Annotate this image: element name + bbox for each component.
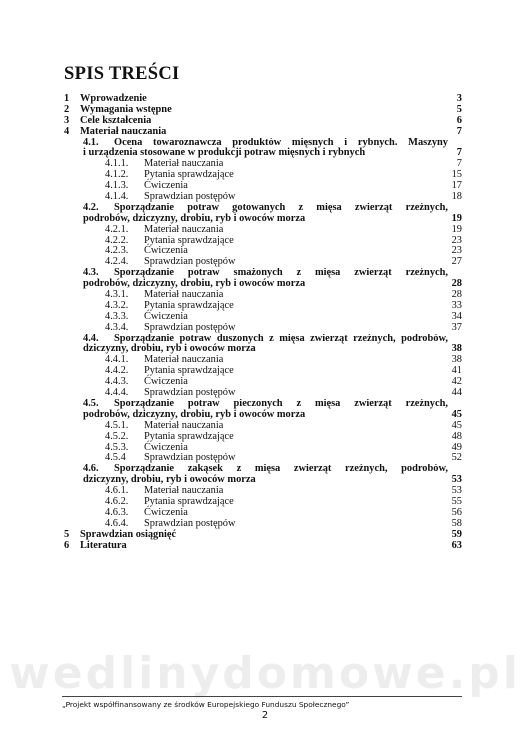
toc-entry-page: 28 [451, 289, 462, 301]
toc-entry-number: 4.4.4. [105, 387, 129, 399]
toc-entry-number: 4.5. [83, 397, 99, 409]
toc-entry-title: Sprawdzian postępów [144, 517, 236, 529]
toc-entry-number: 3 [64, 114, 70, 126]
toc-entry-number: 4.5.3. [105, 441, 129, 453]
toc-entry-number: 4.3.1. [105, 289, 129, 301]
toc-entry-title: Wymagania wstępne [80, 103, 172, 115]
toc-entry-number: 2 [64, 103, 70, 115]
toc-subsection-entry[interactable] [64, 192, 462, 203]
toc-entry-title: Materiał nauczania [144, 289, 224, 301]
toc-entry-page: 19 [451, 223, 462, 235]
toc-entry-page: 53 [451, 474, 462, 486]
toc-subsection-entry[interactable] [64, 323, 462, 334]
toc-entry-number: 4.6. [83, 463, 99, 475]
toc-entry-page: 58 [451, 517, 462, 529]
toc-entry-title: Materiał nauczania [144, 223, 224, 235]
toc-subsection-entry[interactable] [64, 421, 462, 432]
toc-entry-page: 7 [456, 147, 462, 159]
toc-entry-page: 56 [451, 506, 462, 518]
toc-entry-title-continued: podrobów, dziczyzny, drobiu, ryb i owoców morza [83, 212, 306, 224]
page-title: SPIS TREŚCI [64, 64, 180, 84]
toc-entry-page: 59 [451, 528, 462, 540]
toc-entry-title-continued: dziczyzny, drobiu, ryb i owoców morza [83, 343, 256, 355]
toc-entry-number: 4.2.1. [105, 223, 129, 235]
toc-entry-title-continued: podrobów, dziczyzny, drobiu, ryb i owoców morza [83, 408, 306, 420]
toc-entry-number: 1 [64, 93, 70, 104]
toc-entry-title: Wprowadzenie [80, 93, 147, 104]
toc-entry-number: 4.6.2. [105, 495, 129, 507]
toc-entry-title: Pytania sprawdzające [144, 299, 234, 311]
toc-entry-page: 27 [451, 256, 462, 268]
toc-entry-number: 4.1.3. [105, 180, 129, 192]
toc-entry-number: 4.2.3. [105, 245, 129, 257]
toc-entry-number: 4.4.1. [105, 354, 129, 366]
toc-entry-page: 5 [456, 103, 462, 115]
toc-entry-title-continued: podrobów, dziczyzny, drobiu, ryb i owoców morza [83, 278, 306, 290]
toc-entry-title: Literatura [80, 539, 127, 551]
toc-entry-number: 4.3.4. [105, 321, 129, 333]
toc-entry-page: 23 [451, 245, 462, 257]
toc-entry-page: 45 [451, 408, 462, 420]
toc-chapter-entry[interactable] [64, 530, 462, 541]
toc-entry-page: 38 [451, 343, 462, 355]
toc-entry-title: Ćwiczenia [144, 180, 188, 192]
toc-subsection-entry[interactable] [64, 519, 462, 530]
toc-entry-number: 5 [64, 528, 70, 540]
toc-entry-page: 41 [451, 365, 462, 377]
toc-entry-page: 63 [451, 539, 462, 551]
toc-subsection-entry[interactable] [64, 432, 462, 443]
table-of-contents [64, 94, 462, 551]
toc-entry-page: 53 [451, 485, 462, 497]
toc-entry-page: 34 [451, 310, 462, 322]
toc-subsection-entry[interactable] [64, 453, 462, 464]
toc-entry-number: 4.2.4. [105, 256, 129, 268]
toc-entry-page: 28 [451, 278, 462, 290]
toc-entry-title: Materiał nauczania [80, 125, 167, 137]
toc-entry-page: 17 [451, 180, 462, 192]
toc-entry-page: 19 [451, 212, 462, 224]
toc-entry-title: Pytania sprawdzające [144, 430, 234, 442]
page-number: 2 [261, 710, 269, 721]
toc-subsection-entry[interactable] [64, 388, 462, 399]
toc-entry-number: 4.4. [83, 332, 99, 344]
toc-entry-title: Sprawdzian postępów [144, 387, 236, 399]
toc-entry-page: 15 [451, 169, 462, 181]
toc-entry-title: Cele kształcenia [80, 114, 152, 126]
toc-entry-number: 4.2. [83, 201, 99, 213]
toc-entry-number: 4.1. [83, 136, 99, 148]
toc-entry-number: 4.4.2. [105, 365, 129, 377]
watermark-text: wedlinydomowe.pl [9, 648, 521, 699]
toc-entry-title: Materiał nauczania [144, 419, 224, 431]
toc-entry-title: Sprawdzian postępów [144, 191, 236, 203]
toc-entry-number: 4.6.4. [105, 517, 129, 529]
toc-entry-title: Sporządzanie potraw smażonych z mięsa zwierząt rzeźnych, [114, 268, 448, 279]
toc-entry-page: 44 [451, 387, 462, 399]
toc-entry-title-continued: dziczyzny, drobiu, ryb i owoców morza [83, 474, 256, 486]
toc-entry-number: 4.5.2. [105, 430, 129, 442]
toc-entry-number: 4.2.2. [105, 234, 129, 246]
toc-entry-title-continued: i urządzenia stosowane w produkcji potraw mięsnych i rybnych [83, 147, 366, 159]
footer-note: „Projekt współfinansowany ze środków Europejskiego Funduszu Społecznego” [62, 700, 350, 709]
toc-entry-title: Materiał nauczania [144, 485, 224, 497]
toc-entry-title: Pytania sprawdzające [144, 234, 234, 246]
toc-entry-title: Sporządzanie potraw pieczonych z mięsa zwierząt rzeźnych, [114, 398, 448, 409]
toc-entry-number: 4.6.1. [105, 485, 129, 497]
toc-subsection-entry[interactable] [64, 257, 462, 268]
toc-chapter-entry[interactable] [64, 541, 462, 552]
toc-entry-page: 3 [456, 93, 462, 104]
toc-entry-number: 4.5.1. [105, 419, 129, 431]
toc-entry-number: 4.1.2. [105, 169, 129, 181]
toc-entry-title: Materiał nauczania [144, 354, 224, 366]
toc-entry-number: 4.3.2. [105, 299, 129, 311]
toc-entry-title: Sprawdzian osiągnięć [80, 528, 177, 540]
toc-entry-page: 18 [451, 191, 462, 203]
toc-entry-number: 4.3. [83, 267, 99, 279]
toc-entry-page: 45 [451, 419, 462, 431]
toc-entry-title: Sprawdzian postępów [144, 452, 236, 464]
toc-entry-page: 42 [451, 376, 462, 388]
toc-entry-page: 7 [456, 125, 462, 137]
toc-entry-title: Sporządzanie zakąsek z mięsa zwierząt rzeźnych, podrobów, [114, 464, 448, 475]
toc-entry-page: 48 [451, 430, 462, 442]
toc-entry-number: 6 [64, 539, 70, 551]
toc-entry-number: 4 [64, 125, 70, 137]
toc-entry-number: 4.4.3. [105, 376, 129, 388]
toc-entry-title: Pytania sprawdzające [144, 365, 234, 377]
toc-entry-number: 4.1.4. [105, 191, 129, 203]
toc-entry-page: 6 [456, 114, 462, 126]
toc-chapter-entry[interactable] [64, 127, 462, 138]
toc-entry-number: 4.1.1. [105, 158, 129, 170]
toc-entry-title: Ćwiczenia [144, 310, 188, 322]
toc-entry-title: Ćwiczenia [144, 441, 188, 453]
toc-entry-title: Pytania sprawdzające [144, 495, 234, 507]
toc-entry-page: 23 [451, 234, 462, 246]
toc-entry-title: Ćwiczenia [144, 245, 188, 257]
toc-entry-page: 52 [451, 452, 462, 464]
toc-entry-title: Sporządzanie potraw gotowanych z mięsa zwierząt rzeźnych, [114, 202, 448, 213]
footer-divider [62, 696, 462, 697]
toc-entry-title: Pytania sprawdzające [144, 169, 234, 181]
toc-entry-page: 38 [451, 354, 462, 366]
toc-entry-page: 7 [456, 158, 462, 170]
toc-entry-title: Ćwiczenia [144, 506, 188, 518]
toc-entry-number: 4.3.3. [105, 310, 129, 322]
toc-entry-title: Ćwiczenia [144, 376, 188, 388]
toc-entry-page: 37 [451, 321, 462, 333]
toc-entry-title: Materiał nauczania [144, 158, 224, 170]
toc-entry-page: 55 [451, 495, 462, 507]
toc-entry-title: Ocena towaroznawcza produktów mięsnych i rybnych. Maszyny [114, 137, 448, 148]
toc-entry-page: 49 [451, 441, 462, 453]
toc-entry-number: 4.6.3. [105, 506, 129, 518]
toc-subsection-entry[interactable] [64, 225, 462, 236]
toc-entry-title: Sprawdzian postępów [144, 321, 236, 333]
toc-entry-title: Sprawdzian postępów [144, 256, 236, 268]
toc-entry-number: 4.5.4 [105, 452, 126, 464]
toc-entry-page: 33 [451, 299, 462, 311]
toc-entry-title: Sporządzanie potraw duszonych z mięsa zwierząt rzeźnych, podrobów, [114, 333, 448, 344]
